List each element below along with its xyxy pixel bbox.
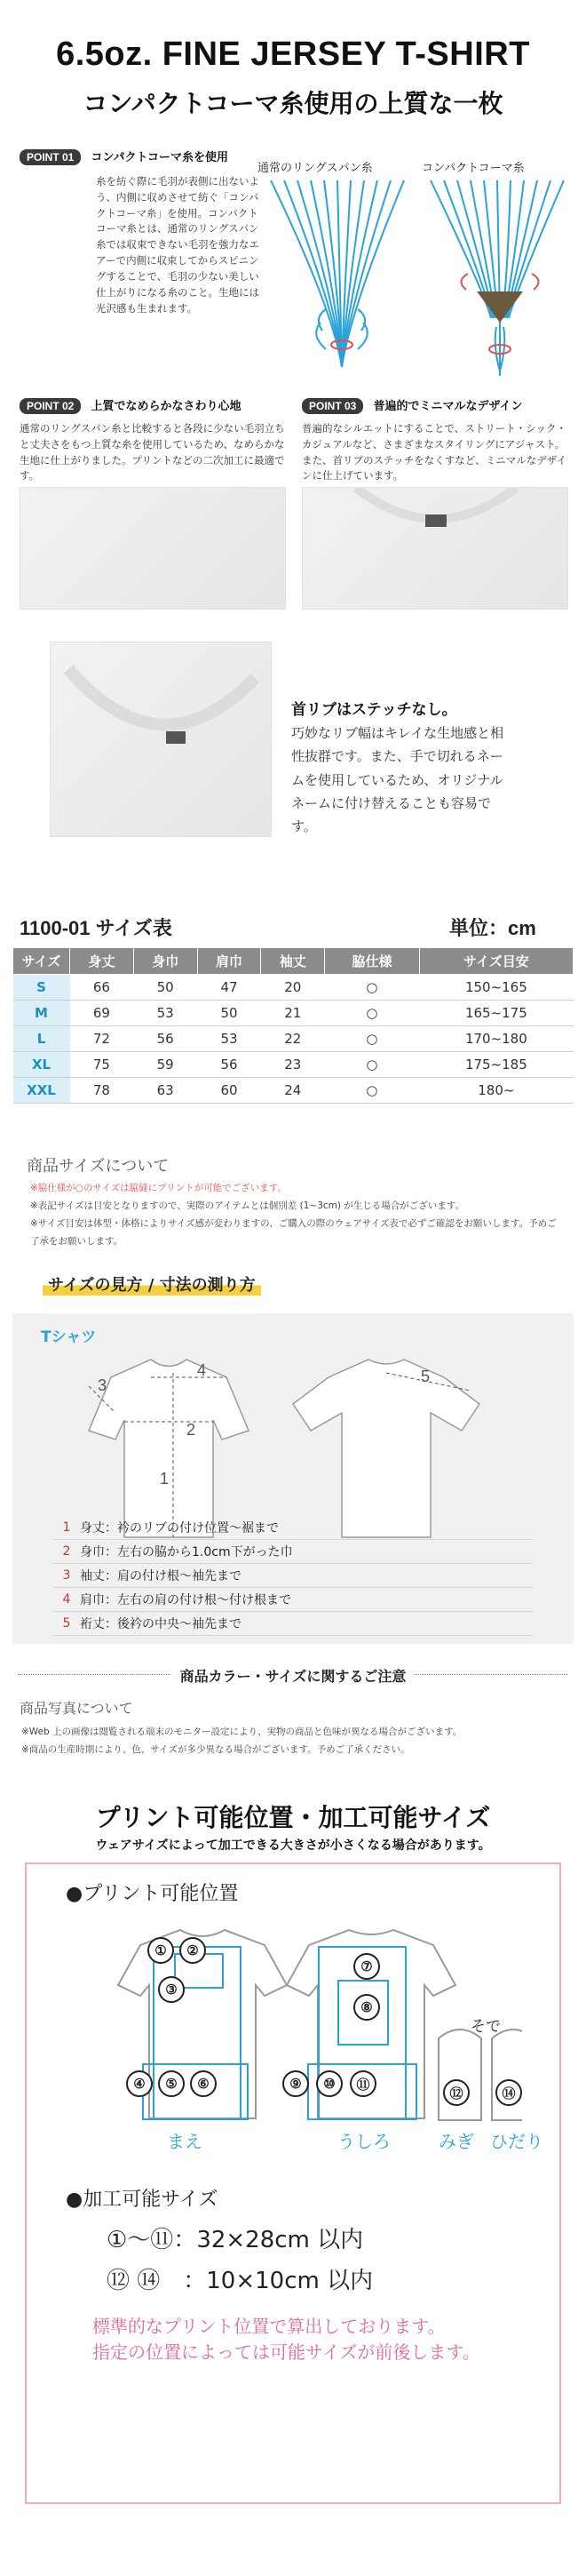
diagram-right-label: コンパクトコーマ糸 [422,162,525,175]
neck-body: 巧妙なリブ幅はキレイな生地感と相性抜群です。また、手で切れるネームを使用しているため、オリジナルネームに付け替えることも容易です。 [291,725,504,834]
page-title: 6.5oz. FINE JERSEY T-SHIRT [56,36,530,73]
measure-list [53,1516,533,1636]
table-cell: 78 [70,1078,134,1104]
mark-14: ⑭ [495,2079,522,2106]
table-cell: 63 [133,1078,197,1104]
list-item [53,1612,533,1636]
point1-body: 糸を紡ぐ際に毛羽が表側に出ないよう、内側に収めさせて紡ぐ「コンパクトコーマ糸」を使用。コンパクトコーマ糸とは、通常のリングスパン糸では収束できない毛羽を強力なエアーで内側に収束してからスピニングすることで、毛羽の少ない美しい仕上がりになる糸のこと。生地には光沢感も生まれます。 [96,175,259,315]
point1-heading: コンパクトコーマ糸を使用 [91,151,229,164]
front-shirt-outline [89,1360,249,1537]
table-row [13,1026,574,1052]
size-notes [30,1180,563,1251]
table-cell: 180~ [419,1078,573,1104]
size-table-unit: 単位：cm [449,917,536,939]
col-header: 袖丈 [261,948,325,975]
size-table [12,947,574,1104]
col-header: 身巾 [133,948,197,975]
list-item [53,1588,533,1612]
table-cell: 53 [133,1001,197,1026]
sleeve-right-outline [439,2030,481,2120]
measure-heading: サイズの見方 / 寸法の測り方 [43,1272,261,1296]
table-row [13,1001,574,1026]
print-sizes-label: ●加工可能サイズ [66,2189,218,2211]
svg-text:1: 1 [160,1470,170,1487]
table-cell: 20 [261,975,325,1001]
size-note: ※脇仕様が○のサイズは脇縫にプリントが可能でございます。 [30,1183,287,1193]
table-cell: 66 [70,975,134,1001]
col-header: 脇仕様 [325,948,420,975]
mark-5: ⑤ [158,2070,185,2097]
table-cell: 50 [133,975,197,1001]
size-table-title: 1100-01 サイズ表 [20,917,172,939]
list-text: 肩巾：左右の肩の付け根〜付け根まで [80,1593,291,1607]
page-subtitle: コンパクトコーマ糸使用の上質な一枚 [83,90,503,117]
table-cell: ○ [325,975,420,1001]
svg-text:5: 5 [421,1368,431,1385]
point2-badge: POINT 02 [20,398,81,414]
shirt-label: Tシャツ [41,1328,97,1346]
table-cell: ○ [325,1001,420,1026]
collar-photo [302,487,568,610]
point3-header [302,396,523,414]
list-item [53,1564,533,1588]
mark-10: ⑩ [316,2070,343,2097]
size-cell: XL [13,1052,70,1078]
size-cell: XXL [13,1078,70,1104]
table-cell: 50 [197,1001,261,1026]
table-cell: 47 [197,975,261,1001]
point3-body: 普遍的なシルエットにすることで、ストリート・シック・カジュアルなど、さまざまなスタイリングにアジャスト。また、首リブのステッチをなくすなど、ミニマルなデザインに仕上げています。 [302,422,567,483]
list-item [53,1540,533,1564]
print-subtitle: ウェアサイズによって加工できる大きさが小さくなる場合があります。 [95,1838,491,1852]
table-row [13,1052,574,1078]
print-note-line: 指定の位置によっては可能サイズが前後します。 [92,2341,480,2363]
point3-badge: POINT 03 [302,398,363,414]
neck-rib-photo [50,642,272,837]
mark-7: ⑦ [353,1953,380,1980]
mark-3: ③ [158,1976,185,2003]
yarn-diagram [253,176,582,389]
col-header: サイズ目安 [419,948,573,975]
table-cell: ○ [325,1078,420,1104]
svg-text:4: 4 [197,1361,207,1379]
caution-notes [21,1724,572,1759]
table-cell: ○ [325,1052,420,1078]
size-range: ⑫ ⑭ ： [107,2268,207,2294]
table-cell: 72 [70,1026,134,1052]
table-cell: 23 [261,1052,325,1078]
label-front: まえ [167,2131,202,2152]
table-cell: 75 [70,1052,134,1078]
list-num: 3 [62,1568,71,1583]
collar-shape [303,488,569,610]
size-cell: M [13,1001,70,1026]
table-cell: 22 [261,1026,325,1052]
table-cell: 59 [133,1052,197,1078]
size-table-header-row [13,948,574,975]
size-cell: S [13,975,70,1001]
list-num: 2 [62,1544,71,1559]
caution-sub: 商品写真について [20,1700,133,1717]
diagram-left-label: 通常のリングスパン糸 [257,162,373,175]
compact-fibers [431,180,564,376]
label-back: うしろ [337,2131,391,2152]
table-cell: 69 [70,1001,134,1026]
air-nozzle [477,291,523,323]
mark-6: ⑥ [190,2070,217,2097]
back-shirt-outline [293,1360,479,1537]
table-row [13,1078,574,1104]
caution-heading-wrap [0,1665,586,1686]
table-cell: 170~180 [419,1026,573,1052]
caution-heading: 商品カラー・サイズに関するご注意 [171,1668,416,1685]
mark-12: ⑫ [443,2079,470,2106]
table-cell: 56 [197,1052,261,1078]
list-text: 身巾：左右の脇から1.0cm下がった巾 [80,1545,293,1559]
table-cell: 21 [261,1001,325,1026]
svg-text:2: 2 [186,1421,196,1439]
table-cell: ○ [325,1026,420,1052]
point1-badge: POINT 01 [20,149,81,165]
list-num: 5 [62,1616,71,1631]
table-cell: 165~175 [419,1001,573,1026]
list-num: 1 [62,1520,71,1535]
print-positions-label: ●プリント可能位置 [66,1883,239,1905]
col-header: サイズ [13,948,70,975]
mark-11: ⑪ [350,2070,376,2097]
table-cell: 24 [261,1078,325,1104]
ring-spun-fibers [271,180,404,367]
table-cell: 60 [197,1078,261,1104]
col-header: 肩巾 [197,948,261,975]
size-cell: L [13,1026,70,1052]
svg-text:3: 3 [98,1376,107,1394]
sleeve-label: そで [471,2018,501,2036]
print-size-row [107,2262,373,2295]
point2-heading: 上質でなめらかなさわり心地 [91,400,242,413]
point3-heading: 普遍的でミニマルなデザイン [373,400,523,413]
neck-rib-shape [51,642,273,838]
table-cell: 150~165 [419,975,573,1001]
point1-header [20,148,228,165]
col-header: 身丈 [70,948,134,975]
mark-2: ② [179,1937,206,1964]
mark-1: ① [147,1937,174,1964]
mark-4: ④ [126,2070,153,2097]
mark-8: ⑧ [353,1994,380,2021]
size-note: ※表記サイズは目安となりますので、実際のアイテムとは個別差 (1~3cm) が生じる場合がございます。 [30,1200,464,1211]
list-item [53,1516,533,1540]
table-cell: 175~185 [419,1052,573,1078]
mark-9: ⑨ [282,2070,309,2097]
size-notes-heading: 商品サイズについて [27,1157,170,1176]
point2-header [20,396,241,414]
list-text: 身丈：衿のリブの付け位置〜裾まで [80,1521,279,1535]
size-value: 10×10cm 以内 [206,2268,374,2294]
print-size-row [107,2221,363,2254]
caution-note: ※商品の生産時期により、色、サイズが多少異なる場合がございます。予めご了承ください。 [21,1743,410,1755]
table-cell: 53 [197,1026,261,1052]
label-left-sleeve: ひだり [490,2131,543,2152]
print-title: プリント可能位置・加工可能サイズ [95,1804,491,1831]
size-note: ※サイズ目安は体型・体格によりサイズ感が変わりますの、ご購入の際のウェアサイズ表で必ずご確認をお願いします。予めご了承をお願いします。 [30,1217,557,1247]
list-text: 裄丈：後衿の中央〜袖先まで [80,1617,242,1631]
table-row [13,975,574,1001]
size-range: ①〜⑪： [107,2227,197,2253]
list-text: 袖丈：肩の付け根〜袖先まで [80,1569,242,1583]
sleeve-left-outline [492,2030,522,2120]
size-value: 32×28cm 以内 [196,2227,364,2253]
print-note [92,2314,480,2365]
label-right-sleeve: みぎ [439,2131,474,2152]
caution-note: ※Web 上の画像は閲覧される端末のモニター設定により、実物の商品と色味が異なる場合がございます。 [21,1727,463,1737]
list-num: 4 [62,1592,71,1607]
fabric-photo [20,487,286,610]
table-cell: 56 [133,1026,197,1052]
neck-heading: 首リブはステッチなし。 [291,701,457,719]
point2-body: 通常のリングスパン糸と比較すると各段に少ない毛羽立ちと丈夫さをもつ上質な糸を使用しているため、なめらかな生地に仕上がりました。プリントなどの二次加工に最適です。 [20,422,285,483]
print-note-line: 標準的なプリント位置で算出しております。 [92,2316,446,2337]
